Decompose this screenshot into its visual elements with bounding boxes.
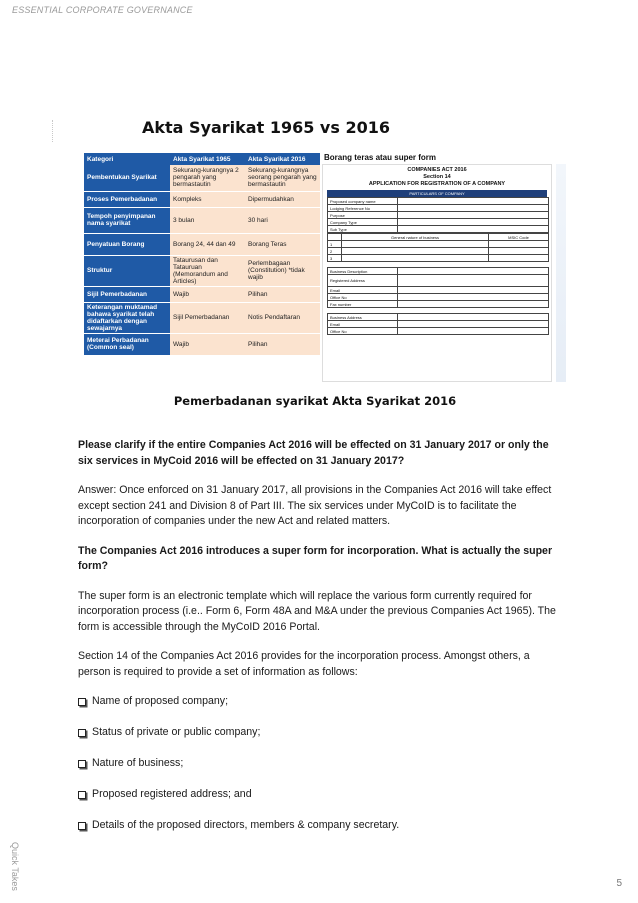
- table-row: [84, 302, 320, 333]
- slide-caption: Pemerbadanan syarikat Akta Syarikat 2016: [173, 394, 457, 408]
- form-row: [328, 219, 549, 226]
- table-row: [84, 165, 320, 191]
- super-form-title: Borang teras atau super form: [324, 153, 437, 162]
- form-grid-c: [327, 313, 549, 335]
- list-item-text: Status of private or public company;: [92, 726, 261, 738]
- form-row: [328, 226, 549, 233]
- table-header-cell: Akta Syarikat 2016: [245, 153, 320, 165]
- form-heading: [323, 165, 551, 188]
- form-row: [328, 321, 549, 328]
- form-row: [328, 268, 549, 275]
- table-cell-category: Penyatuan Borang: [84, 233, 170, 255]
- checkbox-bullet-icon: [78, 791, 86, 799]
- form-field-value: [398, 205, 549, 212]
- table-cell: Tataurusan dan Tatauruan (Memorandum and Articles): [170, 255, 245, 286]
- slide-title: Akta Syarikat 1965 vs 2016: [142, 118, 390, 137]
- table-cell: Notis Pendaftaran: [245, 302, 320, 333]
- form-field-value: [398, 321, 549, 328]
- form-field-value: [398, 226, 549, 233]
- table-cell: Sekurang-kurangnya 2 pengarah yang bermastautin: [170, 165, 245, 191]
- list-item: [78, 818, 564, 834]
- form-row: [328, 275, 549, 287]
- table-header-cell: Kategori: [84, 153, 170, 165]
- table-cell-category: Sijil Pemerbadanan: [84, 286, 170, 302]
- body-content: [78, 438, 564, 849]
- form-field-value: [398, 275, 549, 287]
- requirements-list: [78, 694, 564, 834]
- form-row: [328, 294, 549, 301]
- table-cell: 30 hari: [245, 207, 320, 233]
- form-field-label: Sub Type: [328, 226, 398, 233]
- form-grid-b: [327, 267, 549, 308]
- sidebar-label: Quick Takes: [10, 842, 20, 891]
- form-field-value: [398, 198, 549, 205]
- table-header-row: [84, 153, 320, 165]
- list-item: [78, 694, 564, 710]
- form-row: [328, 241, 549, 248]
- question-2: The Companies Act 2016 introduces a super form for incorporation. What is actually the super form?: [78, 544, 553, 572]
- list-item-text: Name of proposed company;: [92, 695, 229, 707]
- checkbox-bullet-icon: [78, 698, 86, 706]
- slide-image: [64, 96, 566, 416]
- paragraph-super-form: The super form is an electronic template which will replace the various form currently required for incorporation process (i.e.. Form 6, Form 48A and M&A under the previous Companies Act 1965). The form is accessible through the MyCoID 2016 Portal.: [78, 589, 556, 633]
- form-grid-a: [327, 197, 549, 233]
- table-row: [84, 255, 320, 286]
- table-cell: Sijil Pemerbadanan: [170, 302, 245, 333]
- form-row: [328, 198, 549, 205]
- form-row: [328, 212, 549, 219]
- form-field-label: Lodging Reference No: [328, 205, 398, 212]
- checkbox-bullet-icon: [78, 729, 86, 737]
- form-field-value: [489, 255, 549, 262]
- running-header: ESSENTIAL CORPORATE GOVERNANCE: [12, 5, 193, 15]
- form-row: [328, 287, 549, 294]
- comparison-table: [84, 153, 320, 356]
- form-row-number: 3: [328, 255, 342, 262]
- form-field-value: [342, 255, 489, 262]
- list-item-text: Details of the proposed directors, members & company secretary.: [92, 819, 400, 831]
- form-field-value: [398, 328, 549, 335]
- table-cell-category: Keterangan muktamad bahawa syarikat telah didaftarkan dengan sewajarnya: [84, 302, 170, 333]
- form-header-cell: MSIC Code: [489, 234, 549, 241]
- table-cell: Perlembagaan (Constitution) *tidak wajib: [245, 255, 320, 286]
- table-cell: Kompleks: [170, 191, 245, 207]
- table-cell-category: Struktur: [84, 255, 170, 286]
- list-item: [78, 756, 564, 772]
- form-field-value: [398, 301, 549, 308]
- table-cell: Borang Teras: [245, 233, 320, 255]
- table-row: [84, 286, 320, 302]
- table-cell: Pilihan: [245, 333, 320, 355]
- form-field-value: [342, 241, 489, 248]
- table-row: [84, 233, 320, 255]
- form-heading-line: APPLICATION FOR REGISTRATION OF A COMPANY: [368, 181, 506, 187]
- list-item: [78, 725, 564, 741]
- form-row: [328, 314, 549, 321]
- form-section-bar: PARTICULARS OF COMPANY: [327, 190, 547, 197]
- table-cell: Pilihan: [245, 286, 320, 302]
- table-cell-category: Proses Pemerbadanan: [84, 191, 170, 207]
- form-field-label: Purpose: [328, 212, 398, 219]
- form-row-number: 1: [328, 241, 342, 248]
- list-item: [78, 787, 564, 803]
- margin-mark: [52, 120, 58, 142]
- form-field-label: Business Address: [328, 314, 398, 321]
- form-row-number: 2: [328, 248, 342, 255]
- form-header-cell: General nature of business: [342, 234, 489, 241]
- table-cell: 3 bulan: [170, 207, 245, 233]
- table-header-cell: Akta Syarikat 1965: [170, 153, 245, 165]
- form-heading-line: Section 14: [423, 174, 451, 180]
- form-field-value: [398, 294, 549, 301]
- form-field-value: [489, 248, 549, 255]
- form-field-value: [398, 268, 549, 275]
- form-field-label: Business Description: [328, 268, 398, 275]
- form-field-label: Email: [328, 321, 398, 328]
- form-field-value: [398, 314, 549, 321]
- table-cell: Sekurang-kurangnya seorang pengarah yang bermastautin: [245, 165, 320, 191]
- form-row: [328, 205, 549, 212]
- list-item-text: Nature of business;: [92, 757, 184, 769]
- form-field-label: Registered Address: [328, 275, 398, 287]
- form-field-value: [398, 287, 549, 294]
- paragraph-section-14: Section 14 of the Companies Act 2016 provides for the incorporation process. Amongst others, a person is required to provide a set of information as follows:: [78, 650, 530, 678]
- table-cell-category: Tempoh penyimpanan nama syarikat: [84, 207, 170, 233]
- table-cell: Wajib: [170, 333, 245, 355]
- table-row: [84, 333, 320, 355]
- form-header-cell: [328, 234, 342, 241]
- question-1: Please clarify if the entire Companies Act 2016 will be effected on 31 January 2017 or only the six services in MyCoid 2016 will be effected on 31 January 2017?: [78, 439, 549, 467]
- form-row: [328, 301, 549, 308]
- form-row: [328, 234, 549, 241]
- form-grid-business: [327, 233, 549, 262]
- table-cell-category: Meterai Perbadanan (Common seal): [84, 333, 170, 355]
- form-field-value: [398, 212, 549, 219]
- form-heading-line: COMPANIES ACT 2016: [407, 167, 467, 173]
- form-row: [328, 255, 549, 262]
- form-row: [328, 248, 549, 255]
- table-cell: Borang 24, 44 dan 49: [170, 233, 245, 255]
- super-form-image: [322, 164, 552, 382]
- answer-1: Answer: Once enforced on 31 January 2017, all provisions in the Companies Act 2016 will take effect except section 241 and Division 8 of Part III. The six services under MyCoID is to facilitate the incorporation of companies under the new Act and related matters.: [78, 484, 552, 527]
- list-item-text: Proposed registered address; and: [92, 788, 252, 800]
- table-cell-category: Pembentukan Syarikat: [84, 165, 170, 191]
- slide-side-stripe: [556, 164, 566, 382]
- form-field-label: Proposed company name: [328, 198, 398, 205]
- form-field-label: Company Type: [328, 219, 398, 226]
- checkbox-bullet-icon: [78, 822, 86, 830]
- form-field-label: Email: [328, 287, 398, 294]
- form-field-label: Office No: [328, 328, 398, 335]
- table-row: [84, 191, 320, 207]
- form-field-label: Fax number: [328, 301, 398, 308]
- table-cell: Dipermudahkan: [245, 191, 320, 207]
- form-row: [328, 328, 549, 335]
- form-field-value: [342, 248, 489, 255]
- checkbox-bullet-icon: [78, 760, 86, 768]
- form-field-value: [398, 219, 549, 226]
- form-field-value: [489, 241, 549, 248]
- table-cell: Wajib: [170, 286, 245, 302]
- form-field-label: Office No: [328, 294, 398, 301]
- page-number: 5: [616, 878, 622, 889]
- table-row: [84, 207, 320, 233]
